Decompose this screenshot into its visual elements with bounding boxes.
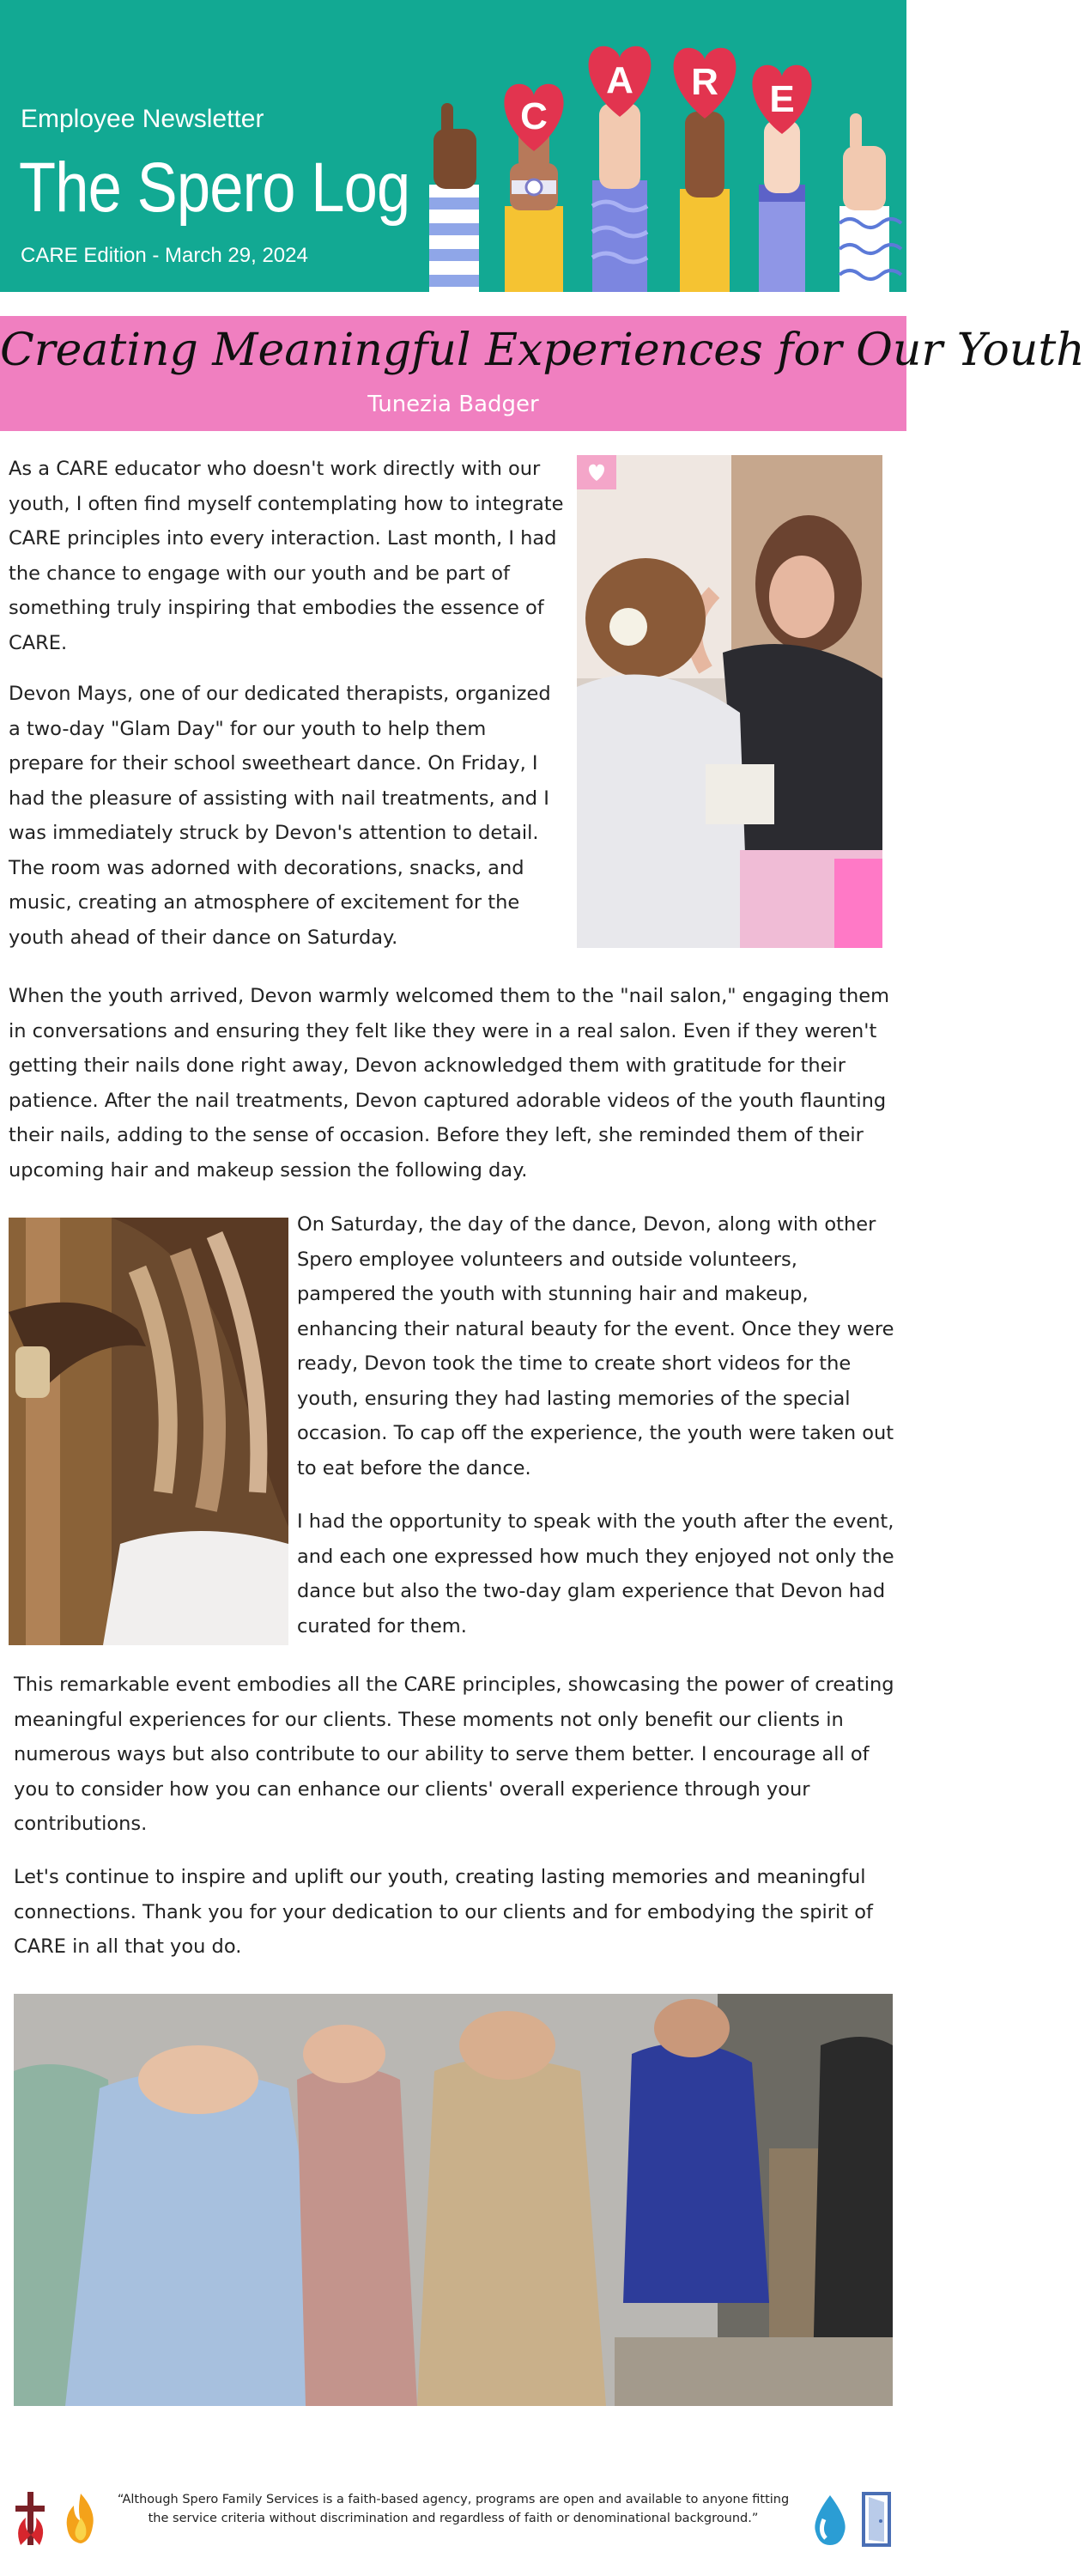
article-paragraph-4: On Saturday, the day of the dance, Devon, along with other Spero employee volunteers and outside volunteers, pampered the youth with stunning hair and makeup, enhancing their natural beauty for the event. Once they were ready, Devon took the time to create short videos for the youth, ensuring they had lasting memories of the special occasion. To cap off the experience, the youth were taken out to eat before the dance. (297, 1213, 894, 1479)
newsletter-header (0, 0, 906, 292)
heart-c-icon (504, 84, 563, 151)
article-headline: Creating Meaningful Experiences for Our Youth (0, 325, 1085, 376)
heart-letter-r: R (691, 61, 718, 103)
thumbs-up-hand-right (840, 113, 901, 292)
article-author: Tunezia Badger (367, 392, 539, 417)
article-paragraph-3: When the youth arrived, Devon warmly welcomed them to the "nail salon," engaging them in conversations and ensuring they felt like they were in a real salon. Even if they weren't getting their nails done right away, Devon acknowledged them with gratitude for their patience. After the nail treatments, Devon captured adorable videos of the youth flaunting their nails, adding to the sense of occasion. Before they left, she reminded them of their upcoming hair and makeup session the following day. (9, 985, 890, 1182)
heart-e-icon (752, 65, 811, 134)
hand-holding-a-heart (592, 103, 647, 292)
article-paragraph-6: This remarkable event embodies all the CARE principles, showcasing the power of creating meaningful experiences for our clients. These moments not only benefit our clients in numerous ways but also contribute to our ability to serve them better. I encourage all of you to consider how you can enhance our clients' overall experience through your contributions. (14, 1674, 894, 1835)
newsletter-edition: CARE Edition - March 29, 2024 (21, 244, 308, 267)
newsletter-eyebrow: Employee Newsletter (21, 105, 264, 133)
water-drop-logo-icon (810, 2494, 850, 2547)
door-logo-icon (860, 2490, 894, 2549)
care-hands-illustration (412, 34, 906, 292)
hand-holding-r-heart (680, 112, 730, 292)
article-paragraph-5: I had the opportunity to speak with the youth after the event, and each one expressed how much they enjoyed not only the dance but also the two-day glam experience that Devon had curated for them. (297, 1510, 894, 1637)
heart-letter-e: E (769, 78, 795, 120)
heart-letter-a: A (606, 59, 633, 101)
thumbs-up-hand-left (429, 103, 479, 292)
hand-holding-e-heart (759, 120, 805, 292)
newsletter-title: The Spero Log (19, 149, 410, 227)
makeup-session-photo (577, 455, 882, 948)
group-dresses-photo (14, 1994, 893, 2406)
hair-styling-photo (9, 1218, 288, 1645)
nondiscrimination-statement: “Although Spero Family Services is a faith-based agency, programs are open and available to anyone fitting the service criteria without discrimination and regardless of faith or denominational background.” (117, 2493, 790, 2525)
flame-logo-icon (62, 2492, 100, 2545)
heart-letter-c: C (520, 95, 548, 137)
article-paragraph-7: Let's continue to inspire and uplift our youth, creating lasting memories and meaningful connections. Thank you for your dedication to our clients and for embodying the spirit of CARE in all that you do. (14, 1866, 873, 1958)
article-paragraph-1: As a CARE educator who doesn't work directly with our youth, I often find myself contemplating how to integrate CARE principles into every interaction. Last month, I had the chance to engage with our youth and be part of something truly inspiring that embodies the essence of CARE. (9, 458, 564, 654)
heart-a-icon (589, 46, 652, 117)
heart-r-icon (674, 48, 736, 118)
article-paragraph-2: Devon Mays, one of our dedicated therapists, organized a two-day "Glam Day" for our youth to help them prepare for their school sweetheart dance. On Friday, I had the pleasure of assisting with nail treatments, and I was immediately struck by Devon's attention to detail. The room was adorned with decorations, snacks, and music, creating an atmosphere of excitement for the youth ahead of their dance on Saturday. (9, 683, 551, 949)
cross-flame-logo-icon (10, 2488, 50, 2549)
article-banner (0, 316, 1085, 431)
